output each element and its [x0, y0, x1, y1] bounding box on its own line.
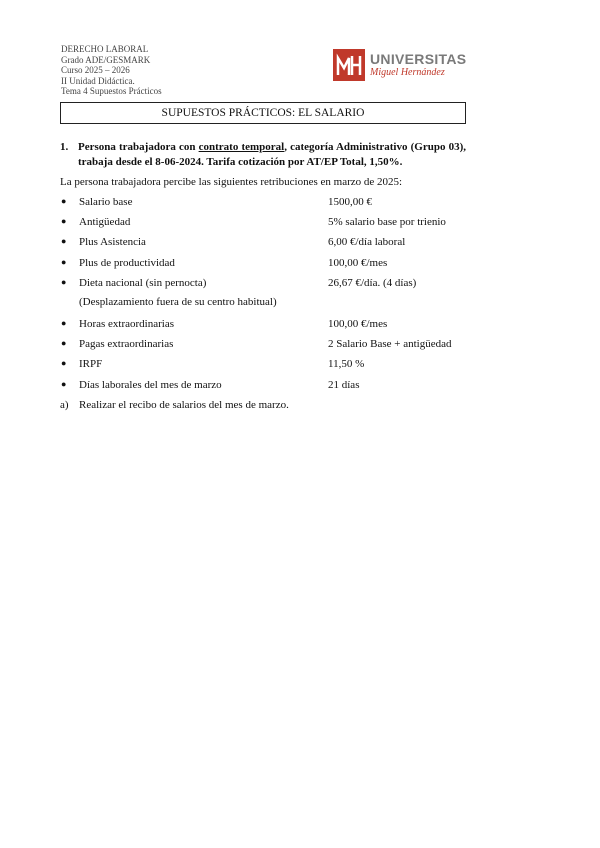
item-label: Plus Asistencia — [79, 236, 146, 248]
item-value: 6,00 €/día laboral — [328, 236, 406, 248]
dieta-note: (Desplazamiento fuera de su centro habitual) — [79, 296, 277, 308]
item-label: Horas extraordinarias — [79, 318, 174, 330]
list-item — [60, 358, 480, 372]
list-item — [60, 257, 480, 271]
item-value: 11,50 % — [328, 358, 365, 370]
item-value: 5% salario base por trienio — [328, 216, 446, 228]
question-text-part: , categoría Administrativo (Grupo 03), trabaja desde el 8-06-2024. Tarifa cotización por AT/EP Total, 1,50%. — [78, 141, 466, 168]
task-letter: a) — [60, 399, 69, 411]
list-item — [60, 379, 480, 393]
umh-logo-icon — [332, 48, 366, 82]
list-item — [60, 277, 480, 291]
item-label: Antigüedad — [79, 216, 131, 228]
course-unit: II Unidad Didáctica. — [61, 75, 135, 86]
list-item — [60, 196, 480, 210]
bullet-icon: ● — [61, 216, 67, 226]
item-value: 1500,00 € — [328, 196, 372, 208]
bullet-icon: ● — [61, 277, 67, 287]
question-text-part: Persona trabajadora con — [78, 141, 199, 153]
item-label: Plus de productividad — [79, 257, 175, 269]
item-value: 2 Salario Base + antigüedad — [328, 338, 452, 350]
intro-text: La persona trabajadora percibe las siguientes retribuciones en marzo de 2025: — [60, 176, 403, 188]
page-title: SUPUESTOS PRÁCTICOS: EL SALARIO — [60, 102, 466, 124]
question-text — [78, 140, 466, 170]
list-item — [60, 338, 480, 352]
item-label: Pagas extraordinarias — [79, 338, 174, 350]
bullet-icon: ● — [61, 318, 67, 328]
bullet-icon: ● — [61, 236, 67, 246]
item-label: IRPF — [79, 358, 103, 370]
item-value: 100,00 €/mes — [328, 318, 388, 330]
course-topic: Tema 4 Supuestos Prácticos — [61, 86, 162, 96]
list-item — [60, 236, 480, 250]
task-text: Realizar el recibo de salarios del mes de marzo. — [79, 399, 289, 411]
bullet-icon: ● — [61, 257, 67, 267]
course-subject: DERECHO LABORAL — [61, 44, 149, 54]
item-label: Dieta nacional (sin pernocta) — [79, 277, 207, 289]
bullet-icon: ● — [61, 338, 67, 348]
course-degree: Grado ADE/GESMARK — [61, 54, 151, 65]
logo-name: UNIVERSITAS — [370, 51, 467, 67]
item-label: Días laborales del mes de marzo — [79, 379, 222, 391]
list-item — [60, 216, 480, 230]
question-1 — [60, 140, 466, 170]
bullet-icon: ● — [61, 358, 67, 368]
item-label: Salario base — [79, 196, 133, 208]
logo-subname: Miguel Hernández — [370, 67, 445, 78]
bullet-icon: ● — [61, 196, 67, 206]
question-number: 1. — [60, 141, 69, 153]
contract-type-underlined: contrato temporal — [198, 141, 285, 153]
bullet-icon: ● — [61, 379, 67, 389]
item-value: 26,67 €/día. (4 días) — [328, 277, 417, 289]
item-value: 100,00 €/mes — [328, 257, 388, 269]
course-header — [61, 44, 162, 97]
item-value: 21 días — [328, 379, 360, 391]
university-logo — [332, 48, 466, 82]
list-item — [60, 318, 480, 332]
course-year: Curso 2025 – 2026 — [61, 65, 130, 75]
